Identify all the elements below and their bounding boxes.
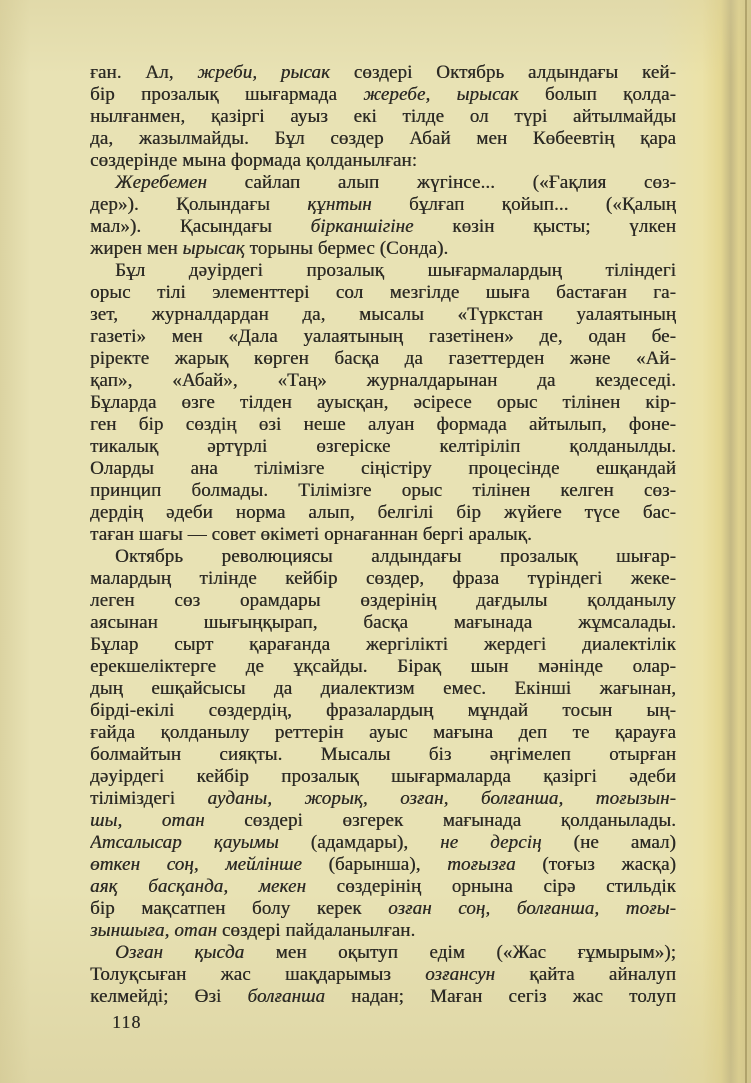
- text-line: [90, 986, 676, 1008]
- text-line: [90, 722, 676, 744]
- italic-text-run: озған соң, болғанша, тоғы-: [388, 898, 676, 919]
- text-line: [90, 436, 676, 458]
- text-line: [90, 898, 676, 920]
- text-run: көзін қысты; үлкен: [413, 216, 676, 237]
- text-run: Бұл дәуірдегі прозалық шығармалардың тіліндегі: [115, 260, 676, 281]
- italic-text-run: Жеребемен: [115, 172, 207, 193]
- text-line: [90, 62, 676, 84]
- italic-text-run: ырысақ: [182, 238, 245, 259]
- text-line: [90, 502, 676, 524]
- text-run: сөздері өзгерек мағынада қолданылады.: [204, 810, 676, 831]
- text-line: [90, 964, 676, 986]
- text-line: [90, 744, 676, 766]
- text-line: [90, 282, 676, 304]
- text-run: жирен мен: [90, 238, 183, 259]
- text-line: [90, 942, 676, 964]
- text-run: дың ешқайсысы да диалектизм емес. Екінші жағынан,: [90, 678, 676, 699]
- text-line: [90, 260, 676, 282]
- paragraph: [90, 172, 676, 260]
- text-line: [90, 788, 676, 810]
- text-run: сөздерінің орнына сірә стильдік: [306, 876, 676, 897]
- text-line: [90, 238, 676, 260]
- text-run: (адамдары),: [278, 832, 441, 853]
- page-edge-shadow: [745, 0, 747, 1083]
- text-line: [90, 326, 676, 348]
- text-run: қап», «Абай», «Таң» журналдарынан да кездеседі.: [90, 370, 676, 391]
- text-run: Бұларда өзге тілден ауысқан, әсіресе орыс тілінен кір-: [90, 392, 676, 413]
- paragraph: [90, 260, 676, 546]
- text-run: сөздері Октябрь алдындағы кей-: [330, 62, 676, 83]
- text-line: [90, 150, 676, 172]
- text-run: орыс тілі элементтері сол мезгілде шыға бастаған га-: [90, 282, 676, 303]
- text-line: [90, 480, 676, 502]
- text-line: [90, 678, 676, 700]
- text-line: [90, 414, 676, 436]
- text-line: [90, 128, 676, 150]
- italic-text-run: болғанша: [247, 986, 326, 1007]
- text-run: мал»). Қасындағы: [90, 216, 311, 237]
- italic-text-run: өткен соң, мейлінше: [90, 854, 302, 875]
- text-run: бір прозалық шығармада: [90, 84, 364, 105]
- italic-text-run: жреби, рысак: [197, 62, 330, 83]
- text-line: [90, 876, 676, 898]
- text-run: да, жазылмайды. Бұл сөздер Абай мен Көбеевтің қара: [90, 128, 676, 149]
- text-run: ерекшеліктерге де ұқсайды. Бірақ шын мәнінде олар-: [90, 656, 676, 677]
- text-run: сөздерінде мына формада қолданылған:: [90, 150, 418, 171]
- italic-text-run: Озған қысда: [115, 942, 245, 963]
- italic-text-run: шы, отан: [90, 810, 205, 831]
- text-run: газеті» мен «Дала уалаятының газетінен» де, одан бе-: [90, 326, 676, 347]
- text-line: [90, 546, 676, 568]
- text-line: [90, 392, 676, 414]
- text-run: Оларды ана тілімізге сіңістіру процесінде ешқандай: [90, 458, 676, 479]
- text-line: [90, 84, 676, 106]
- text-run: болмайтын сияқты. Мысалы біз әңгімелеп отырған: [90, 744, 676, 765]
- text-line: [90, 524, 676, 546]
- italic-text-run: ауданы, жорық, озған, болғанша, тоғызын-: [207, 788, 676, 809]
- text-line: [90, 458, 676, 480]
- text-run: бұлғап қойып... («Қалың: [371, 194, 676, 215]
- text-run: (тоғыз жасқа): [515, 854, 676, 875]
- text-column: [90, 62, 676, 1008]
- italic-text-run: құнтын: [307, 194, 372, 215]
- paragraph: [90, 546, 676, 942]
- text-run: мен оқытуп едім («Жас ғұмырым»);: [244, 942, 676, 963]
- paragraph: [90, 942, 676, 1008]
- text-line: [90, 656, 676, 678]
- italic-text-run: не дерсің: [440, 832, 542, 853]
- text-run: принцип болмады. Тілімізге орыс тілінен келген сөз-: [90, 480, 676, 501]
- text-line: [90, 194, 676, 216]
- italic-text-run: аяқ басқанда, мекен: [90, 876, 307, 897]
- text-run: торыны бермес (Сонда).: [244, 238, 449, 259]
- text-line: [90, 370, 676, 392]
- text-run: ріректе жарық көрген басқа да газеттерден және «Ай-: [90, 348, 676, 369]
- text-run: тикалық әртүрлі өзгеріске келтіріліп қолданылды.: [90, 436, 676, 457]
- text-run: бір мақсатпен болу керек: [90, 898, 389, 919]
- text-run: дәуірдегі кейбір прозалық шығармаларда қазіргі әдеби: [90, 766, 676, 787]
- text-run: аясынан шығыңқырап, басқа мағынада жұмсалады.: [90, 612, 676, 633]
- text-run: дердің әдеби норма алып, белгілі бір жүйеге түсе бас-: [90, 502, 676, 523]
- paragraph: [90, 62, 676, 172]
- text-line: [90, 854, 676, 876]
- text-run: малардың тілінде кейбір сөздер, фраза түріндегі жеке-: [90, 568, 676, 589]
- italic-text-run: Атсалысар қауымы: [90, 832, 279, 853]
- italic-text-run: тоғызға: [447, 854, 516, 875]
- text-run: зет, журналдардан да, мысалы «Түркстан уалаятының: [90, 304, 676, 325]
- text-line: [90, 304, 676, 326]
- text-run: нылғанмен, қазіргі ауыз екі тілде ол түрі айтылмайды: [90, 106, 676, 127]
- text-run: қайта айналуп: [495, 964, 676, 985]
- text-run: Толуқсыған жас шақдарымыз: [90, 964, 426, 985]
- italic-text-run: бірканшігіне: [310, 216, 414, 237]
- text-line: [90, 634, 676, 656]
- text-run: тіліміздегі: [90, 788, 208, 809]
- text-line: [90, 810, 676, 832]
- text-run: ғайда қолданылу реттерін ауыс мағына деп те қарауға: [90, 722, 676, 743]
- text-line: [90, 920, 676, 942]
- text-line: [90, 700, 676, 722]
- page-number: 118: [112, 1012, 142, 1032]
- text-run: ген бір сөздің өзі неше алуан формада айтылып, фоне-: [90, 414, 676, 435]
- italic-text-run: жеребе, ырысак: [363, 84, 519, 105]
- text-run: бірді-екілі сөздердің, фразалардың мұндай тосын ың-: [90, 700, 676, 721]
- text-run: болып қолда-: [518, 84, 676, 105]
- text-line: [90, 766, 676, 788]
- text-run: сайлап алып жүгінсе... («Ғақлия сөз-: [206, 172, 676, 193]
- text-line: [90, 568, 676, 590]
- text-run: келмейді; Өзі: [90, 986, 248, 1007]
- text-run: дер»). Қолындағы: [90, 194, 308, 215]
- text-line: [90, 590, 676, 612]
- text-run: сөздері пайдаланылған.: [217, 920, 416, 941]
- text-line: [90, 172, 676, 194]
- text-run: Бұлар сырт қарағанда жергілікті жердегі диалектілік: [90, 634, 676, 655]
- text-run: таған шағы — совет өкіметі орнағаннан бергі аралық.: [90, 524, 532, 545]
- italic-text-run: озғансун: [425, 964, 496, 985]
- italic-text-run: зыншыға, отан: [90, 920, 218, 941]
- text-run: ған. Ал,: [90, 62, 198, 83]
- text-line: [90, 348, 676, 370]
- text-run: леген сөз орамдары өздерінің дағдылы қолданылу: [90, 590, 676, 611]
- text-run: надан; Маған сегіз жас толуп: [325, 986, 676, 1007]
- text-line: [90, 216, 676, 238]
- text-run: (не амал): [541, 832, 676, 853]
- text-line: [90, 832, 676, 854]
- text-run: (барынша),: [301, 854, 448, 875]
- text-line: [90, 612, 676, 634]
- text-line: [90, 106, 676, 128]
- text-run: Октябрь революциясы алдындағы прозалық шығар-: [115, 546, 676, 567]
